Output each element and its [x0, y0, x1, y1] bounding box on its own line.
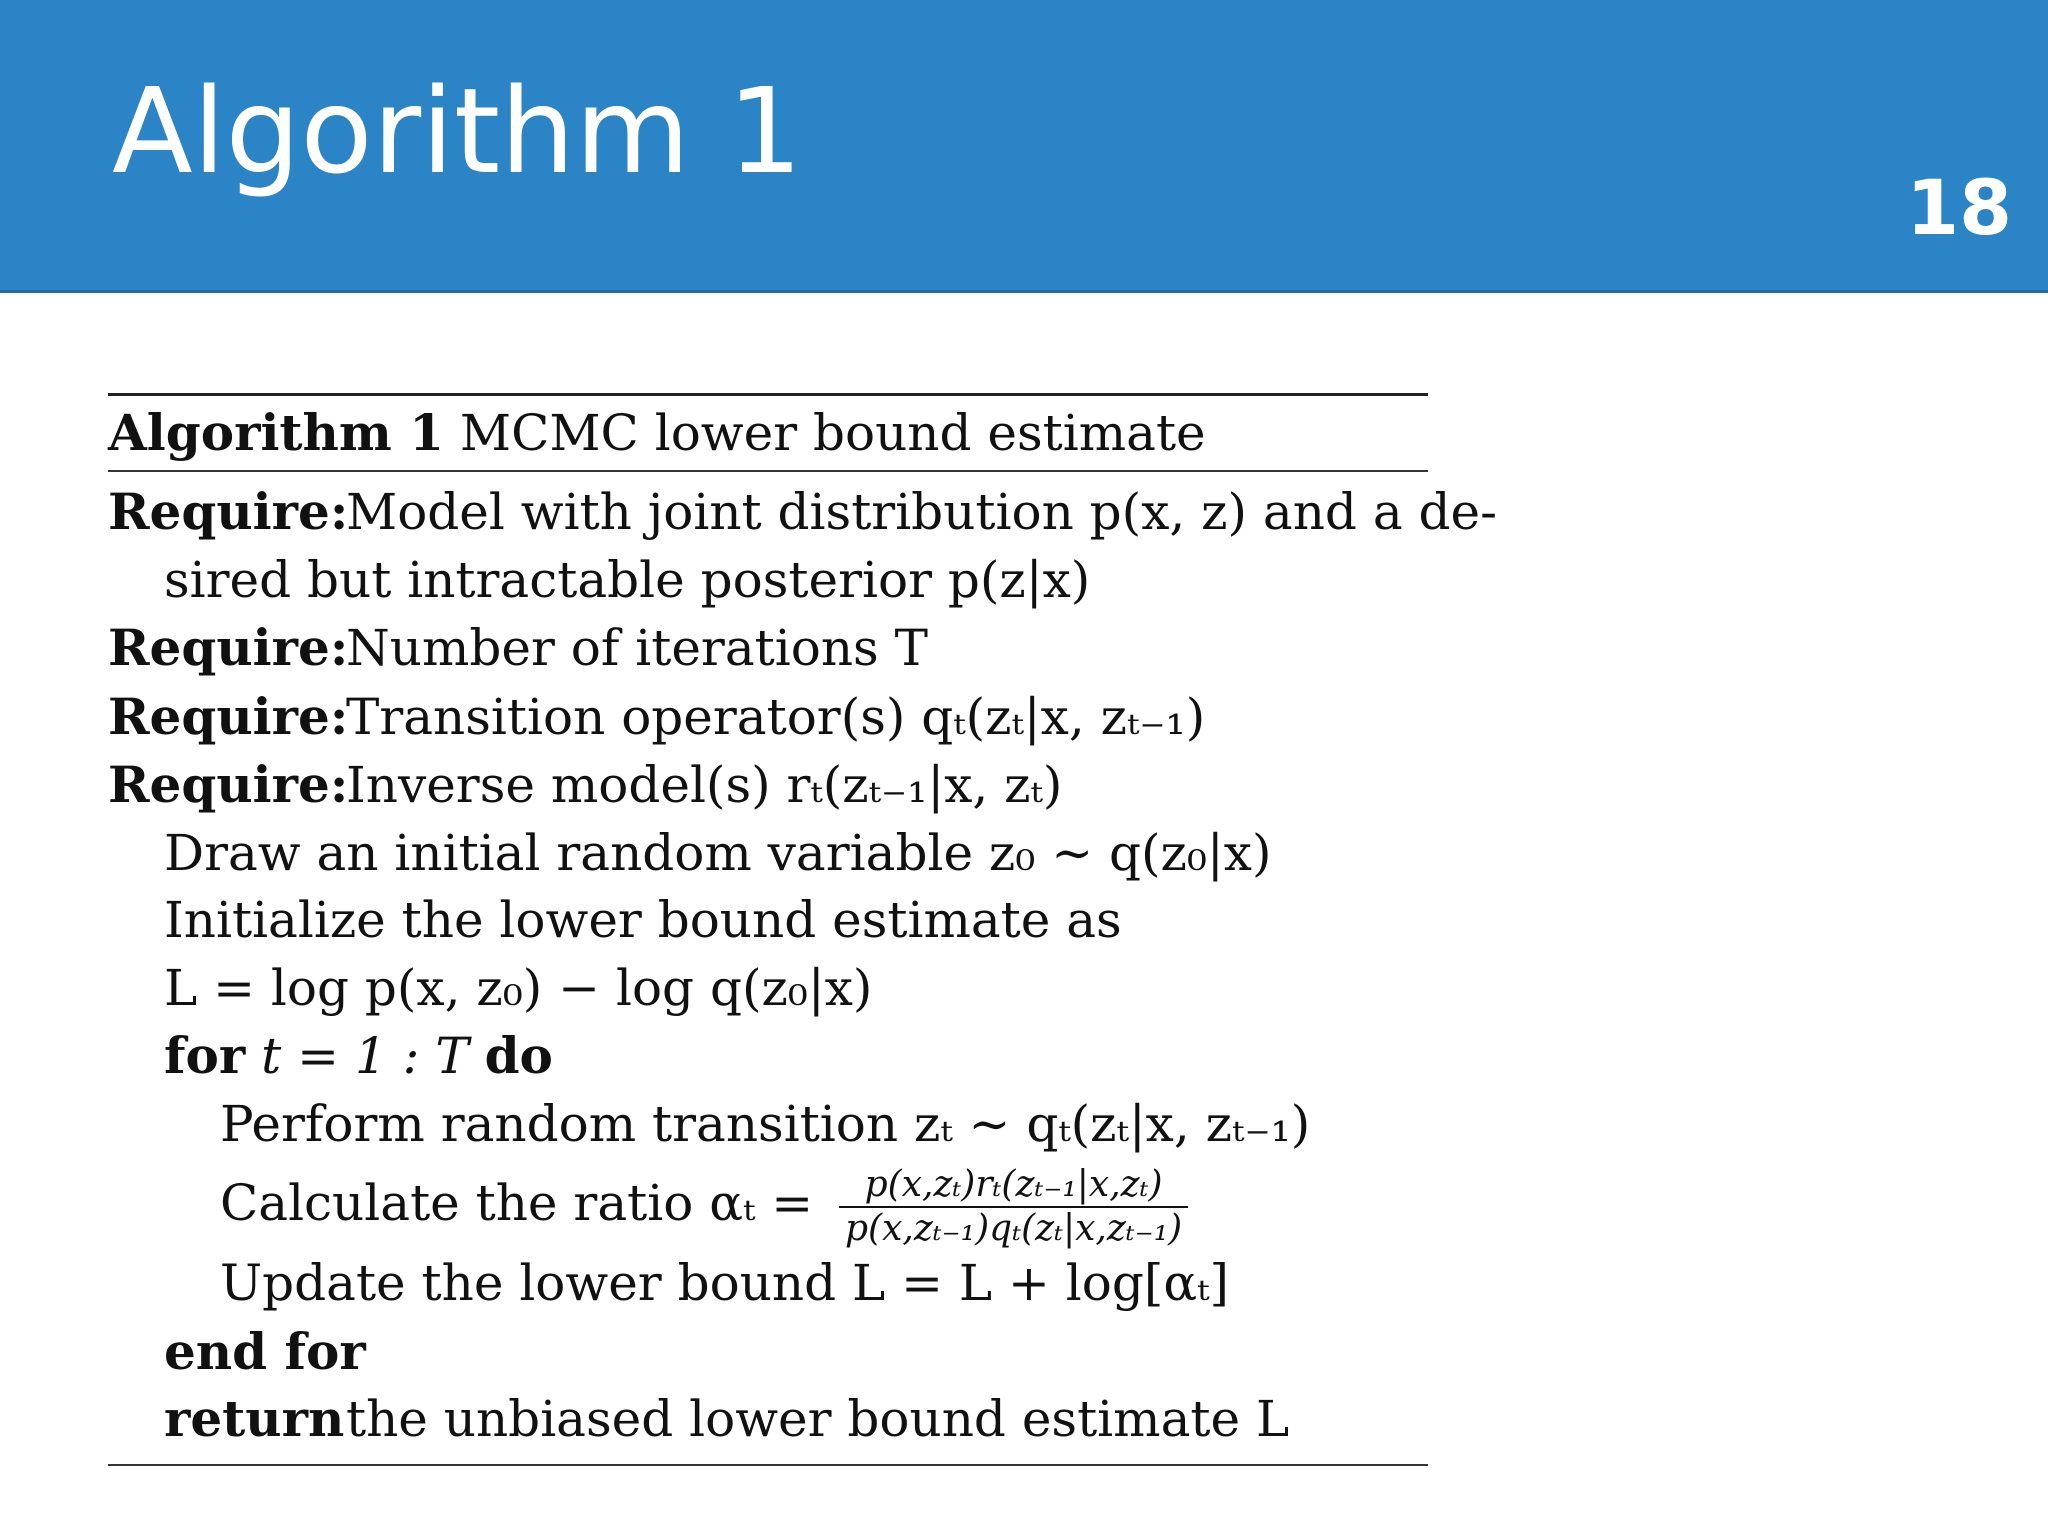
algorithm-body [108, 472, 1498, 1464]
for-expression: t = 1 : T [261, 1027, 469, 1085]
for-line [108, 1022, 1428, 1091]
require-line-iterations [108, 614, 1428, 683]
slide-number: 18 [1906, 163, 2012, 252]
end-for-line: end for [164, 1321, 366, 1381]
ratio-numerator: p(x,zₜ)rₜ(zₜ₋₁|x,zₜ) [839, 1164, 1188, 1208]
require-line-model [108, 478, 1498, 547]
do-keyword: do [484, 1026, 553, 1085]
require-model-text: Model with joint distribution p(x, z) and a de- [346, 483, 1498, 541]
init-equation: L = log p(x, z₀) − log q(z₀|x) [164, 958, 873, 1017]
header-bar [0, 0, 2048, 293]
require-line-transition [108, 683, 1428, 752]
algorithm-caption-label: Algorithm 1 [108, 403, 444, 462]
require-transition-text: Transition operator(s) qₜ(zₜ|x, zₜ₋₁) [346, 687, 1206, 746]
return-text: the unbiased lower bound estimate L [346, 1390, 1290, 1448]
for-keyword: for [164, 1026, 246, 1085]
require-label: Require: [108, 755, 349, 814]
calculate-prefix: Calculate the ratio αₜ = [220, 1174, 814, 1232]
require-iterations-text: Number of iterations T [346, 619, 928, 677]
slide-title: Algorithm 1 [112, 62, 803, 200]
require-model-text-cont: sired but intractable posterior p(z|x) [164, 550, 1091, 609]
algorithm-caption-text: MCMC lower bound estimate [459, 404, 1206, 462]
return-keyword: return [164, 1389, 345, 1448]
require-label: Require: [108, 618, 349, 677]
calculate-line [108, 1158, 1428, 1250]
bottom-rule [108, 1464, 1428, 1466]
init-line: Initialize the lower bound estimate as [164, 891, 1122, 949]
return-line [108, 1385, 1428, 1454]
require-line-model-cont [108, 547, 1428, 615]
algorithm-box [108, 393, 1498, 1466]
require-label: Require: [108, 686, 349, 746]
require-label: Require: [108, 482, 349, 541]
require-inverse-text: Inverse model(s) rₜ(zₜ₋₁|x, zₜ) [346, 756, 1063, 814]
ratio-fraction [839, 1164, 1188, 1250]
update-line: Update the lower bound L = L + log[αₜ] [220, 1254, 1229, 1312]
draw-line: Draw an initial random variable z₀ ∼ q(z₀|x) [164, 823, 1272, 882]
ratio-denominator: p(x,zₜ₋₁)qₜ(zₜ|x,zₜ₋₁) [845, 1208, 1183, 1249]
perform-line: Perform random transition zₜ ∼ qₜ(zₜ|x, zₜ₋₁) [220, 1094, 1311, 1153]
require-line-inverse [108, 751, 1428, 820]
algorithm-caption [108, 396, 1428, 470]
